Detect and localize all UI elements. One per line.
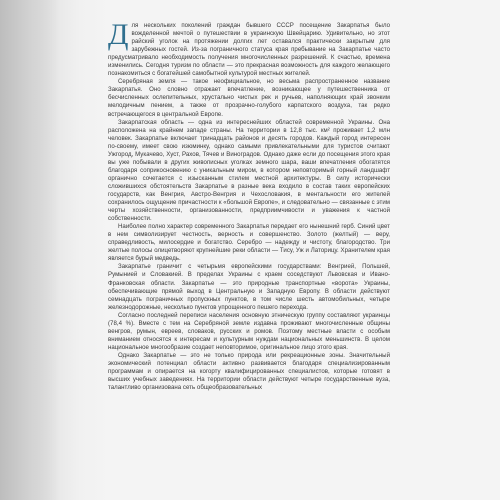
paragraph-5: Закарпатье граничит с четырьмя европейскими государствами: Венгрией, Польшей, Румынией и Словакией. В пределах Украины с краем соседствуют Львовская и Ивано-Франковская области. Закарпатье — это природные транспортные «ворота» Украины, обеспечивающие прямой выход в Центральную и Западную Европу. В области действуют семнадцать пограничных пропускных пунктов, в том числе шесть автомобильных, четыре железнодорожные, несколько пунктов упрощенного пешего перехода.	[108, 263, 390, 311]
paragraph-7: Однако Закарпатье — это не только природа или рекреационные зоны. Значительный экономический потенциал области активно развивается благодаря специализированным программам и опирается на когорту квалифицированных специалистов, которые готовят в высших учебных заведениях. На территории области действуют четыре государственные вуза, талантливо организована сеть общеобразовательных	[108, 351, 390, 392]
paragraph-1-text: ля нескольких поколений граждан бывшего СССР посещение Закарпатья было вожделенной мечтой о путешествии в украинскую Швейцарию. Удивительно, но этот райский уголок на протяжении долгих лет оставался практически закрытым для зарубежных гостей. Из-за пограничного статуса края пребывание на Закарпатье часто предусматривало необходимость получения многочисленных разрешений. К счастью, времена изменились. Сегодня туризм по области — это прекрасная возможность для каждого желающего познакомиться с богатейшей самобытной культурой местных жителей.	[108, 22, 390, 78]
paragraph-6: Согласно последней переписи населения основную этническую группу составляют украинцы (78,4 %). Вместе с тем на Серебряной земле издавна проживают многочисленные общины венгров, румын, евреев, словаков, русских и ромов. Поэтому местные власти с особым вниманием относятся к интересам и культурным нуждам национальных меньшинств. В целом национальное многообразие создает неповторимое, оригинальное лицо этого края.	[108, 311, 390, 351]
paragraph-1	[108, 22, 390, 78]
text-column	[108, 22, 390, 500]
paragraph-4: Наиболее полно характер современного Закарпатья передает его нынешний герб. Синий цвет в нем символизирует честность, верность и совершенство. Золото (желтый) — веру, справедливость, милосердие и богатство. Серебро — надежду и чистоту, благородство. Три желтые полосы олицетворяют крупнейшие реки области — Тису, Уж и Латорицу. Хранителем края является бурый медведь.	[108, 223, 390, 263]
paragraph-2: Серебряная земля — такое неофициальное, но весьма распространенное название Закарпатья. Оно словно отражает впечатление, возникающее у путешественника от бесчисленных ослепительных, хрустально чистых рек и ручьев, наполняющих край звонким мелодичным пением, а также от прозрачно-голубого карпатского воздуха, так редко встречающегося в центральной Европе.	[108, 78, 390, 118]
paragraph-3: Закарпатская область — одна из интереснейших областей современной Украины. Она расположена на крайнем западе страны. На территории в 12,8 тыс. км² проживает 1,2 млн человек. Закарпатье включает тринадцать районов и десять городов. Каждый город интересен по-своему, имеет свою изюминку, однако самыми привлекательными для туристов считают Ужгород, Мукачево, Хуст, Рахов, Тячев и Виноградов. Однако даже если до посещения этого края вы уже побывали в других живописных уголках земного шара, ваши впечатления обогатятся благодаря соприкосновению с уникальным миром, в котором неповторимый горный ландшафт органично сочетается с изысканным стилем местной архитектуры. В силу исторически сложившихся обстоятельств Закарпатье в разные века входило в состав таких европейских государств, как Венгрия, Австро-Венгрия и Чехословакия, в ментальности его жителей сохранилось ощущение причастности к «большой Европе», и следовательно — связанные с этим черты хозяйственности, организованности, предприимчивости и уважения к частной собственности.	[108, 118, 390, 223]
drop-cap: Д	[108, 22, 129, 51]
page-gutter-shadow	[0, 0, 60, 500]
